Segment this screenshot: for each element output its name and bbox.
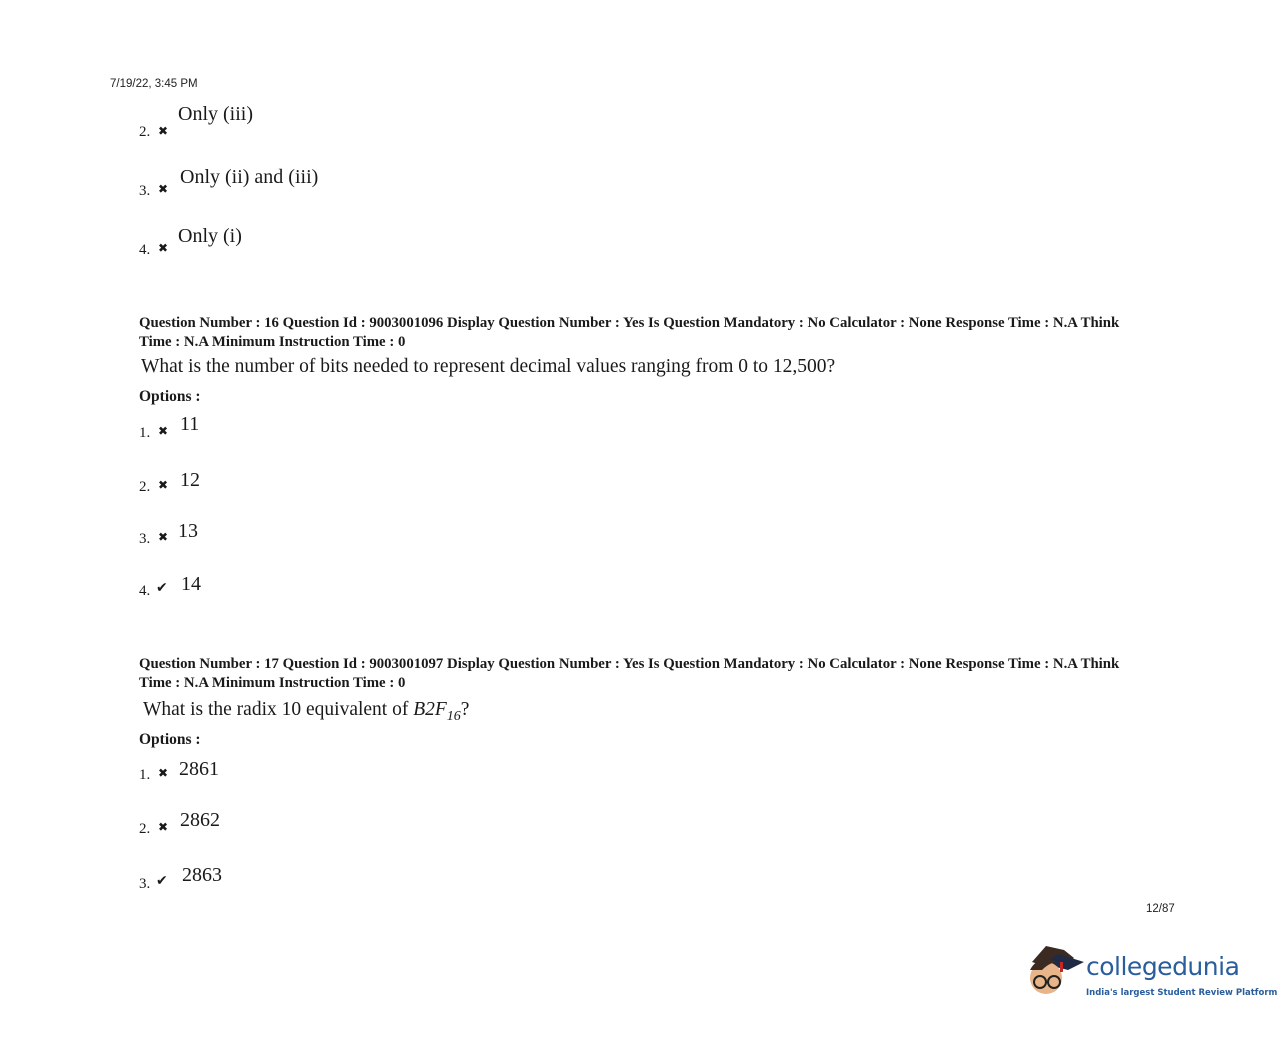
option-text: 12	[180, 469, 200, 491]
mascot-logo-icon	[1024, 940, 1086, 1008]
option-number: 1.	[139, 425, 151, 441]
option-text: 2862	[180, 809, 220, 831]
cross-icon: ✖	[158, 241, 169, 255]
option-text: Only (iii)	[178, 103, 253, 125]
page-number: 12/87	[1146, 903, 1175, 915]
math-expression: $B2F_{16}$	[413, 699, 461, 724]
option-text: 13	[178, 520, 198, 542]
cross-icon: ✖	[158, 182, 169, 196]
cross-icon: ✖	[158, 424, 169, 438]
option-text: 2863	[182, 864, 222, 886]
option-number: 3.	[139, 183, 151, 199]
option-number: 4.	[139, 242, 151, 258]
cross-icon: ✖	[158, 820, 169, 834]
cross-icon: ✖	[158, 124, 169, 138]
option-number: 4.	[139, 583, 151, 599]
check-icon: ✔	[156, 580, 168, 596]
question-16-text: What is the number of bits needed to represent decimal values ranging from 0 to 12,500?	[141, 356, 836, 377]
question-17-metadata: Question Number : 17 Question Id : 9003001097 Display Question Number : Yes Is Question Mandatory : No Calculator : None Response Time : N.A Think Time : N.A Minimum Instruction Time : 0	[139, 656, 1120, 691]
option-number: 2.	[139, 479, 151, 495]
cross-icon: ✖	[158, 766, 169, 780]
question-17-options-label: Options :	[139, 731, 201, 748]
option-number: 3.	[139, 531, 151, 547]
option-number: 2.	[139, 124, 151, 140]
print-timestamp: 7/19/22, 3:45 PM	[110, 78, 198, 90]
option-text: 11	[180, 413, 200, 435]
cross-icon: ✖	[158, 530, 169, 544]
option-number: 3.	[139, 876, 151, 892]
cross-icon: ✖	[158, 478, 169, 492]
option-text: Only (ii) and (iii)	[180, 166, 319, 188]
question-16-options-label: Options :	[139, 388, 201, 405]
question-16-metadata: Question Number : 16 Question Id : 9003001096 Display Question Number : Yes Is Question Mandatory : No Calculator : None Response Time : N.A Think Time : N.A Minimum Instruction Time : 0	[139, 315, 1120, 350]
option-text: 14	[181, 573, 201, 595]
option-number: 2.	[139, 821, 151, 837]
logo-tagline: India's largest Student Review Platform	[1086, 988, 1278, 998]
logo-wordmark: collegedunia	[1086, 952, 1240, 981]
check-icon: ✔	[156, 873, 168, 889]
option-text: 2861	[179, 758, 219, 780]
option-text: Only (i)	[178, 225, 242, 247]
question-17-text: What is the radix 10 equivalent of $B2F_{16}$?	[143, 699, 470, 724]
option-number: 1.	[139, 767, 151, 783]
